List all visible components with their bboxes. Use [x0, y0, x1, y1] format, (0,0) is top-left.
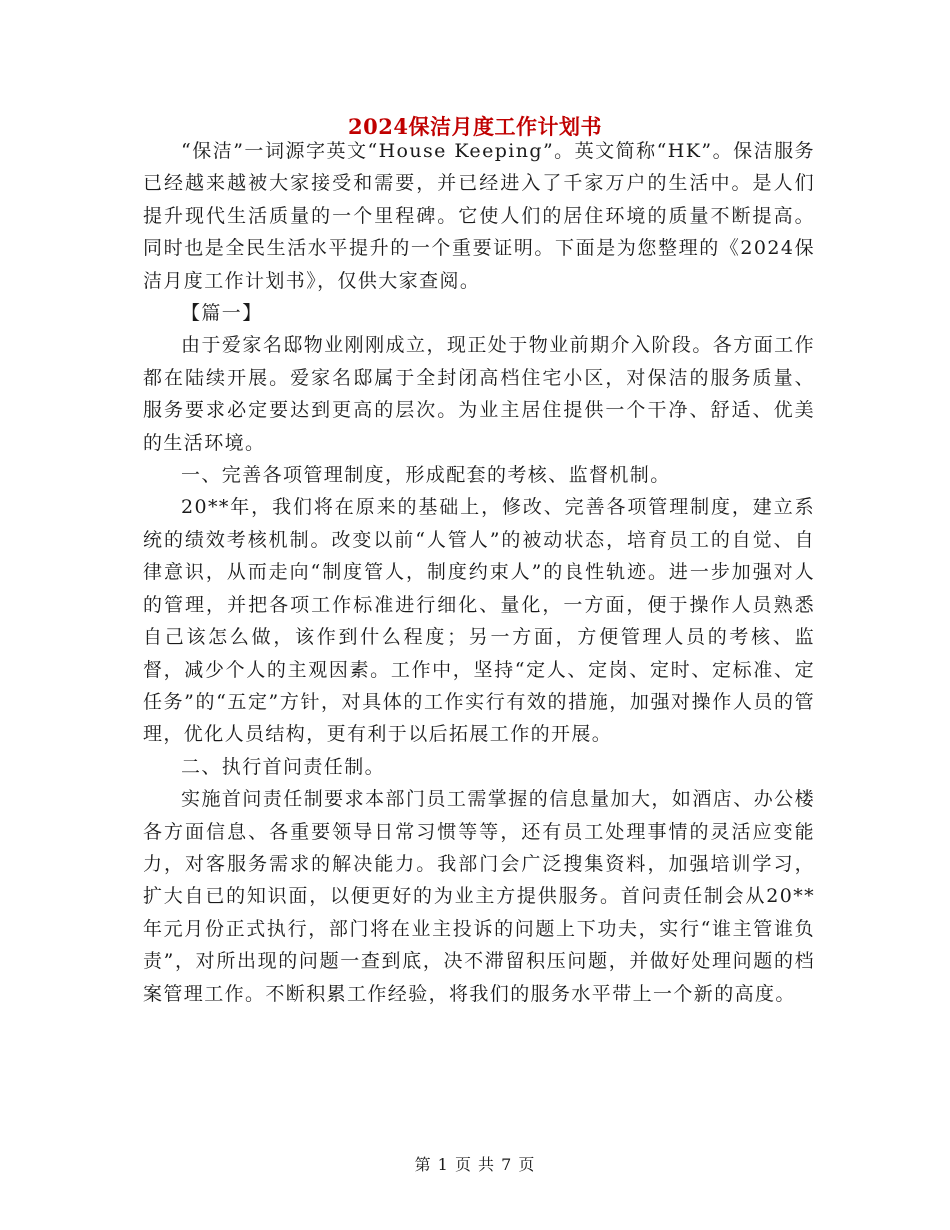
page-footer: 第 1 页 共 7 页 — [414, 1155, 536, 1174]
heading-one: 一、完善各项管理制度，形成配套的考核、监督机制。 — [181, 464, 671, 487]
body-paragraph: 实施首问责任制要求本部门员工需掌握的信息量加大，如酒店、办公楼各方面信息、各重要领导日常习惯等等，还有员工处理事情的灵活应变能力，对客服务需求的解决能力。我部门会广泛搜集资料，加强培训学习，扩大自已的知识面，以便更好的为业主方提供服务。首问责任制会从20**年元月份正式执行，部门将在业主投诉的问题上下功夫，实行“谁主管谁负责”，对所出现的问题一查到底，决不滞留积压问题，并做好处理问题的档案管理工作。不断积累工作经验，将我们的服务水平带上一个新的高度。 — [143, 788, 815, 1005]
body-paragraph: 20**年，我们将在原来的基础上，修改、完善各项管理制度，建立系统的绩效考核机制。改变以前“人管人”的被动状态，培育员工的自觉、自律意识，从而走向“制度管人，制度约束人”的良性轨迹。进一步加强对人的管理，并把各项工作标准进行细化、量化，一方面，便于操作人员熟悉自己该怎么做，该作到什么程度；另一方面，方便管理人员的考核、监督，减少个人的主观因素。工作中，坚持“定人、定岗、定时、定标准、定任务”的“五定”方针，对具体的工作实行有效的措施，加强对操作人员的管理，优化人员结构，更有利于以后拓展工作的开展。 — [143, 496, 815, 746]
document-title: 2024保洁月度工作计划书 — [348, 114, 602, 139]
intro-paragraph: “保洁”一词源字英文“House Keeping”。英文简称“HK”。保洁服务已经越来越被大家接受和需要，并已经进入了千家万户的生活中。是人们提升现代生活质量的一个里程碑。它使人们的居住环境的质量不断提高。同时也是全民生活水平提升的一个重要证明。下面是为您整理的《2024保洁月度工作计划书》，仅供大家查阅。 — [143, 140, 815, 292]
section-label: 【篇一】 — [181, 302, 263, 325]
document-body — [143, 135, 815, 1010]
body-paragraph: 由于爱家名邸物业刚刚成立，现正处于物业前期介入阶段。各方面工作都在陆续开展。爱家名邸属于全封闭高档住宅小区，对保洁的服务质量、服务要求必定要达到更高的层次。为业主居住提供一个干净、舒适、优美的生活环境。 — [143, 334, 815, 454]
heading-two: 二、执行首问责任制。 — [181, 755, 386, 778]
